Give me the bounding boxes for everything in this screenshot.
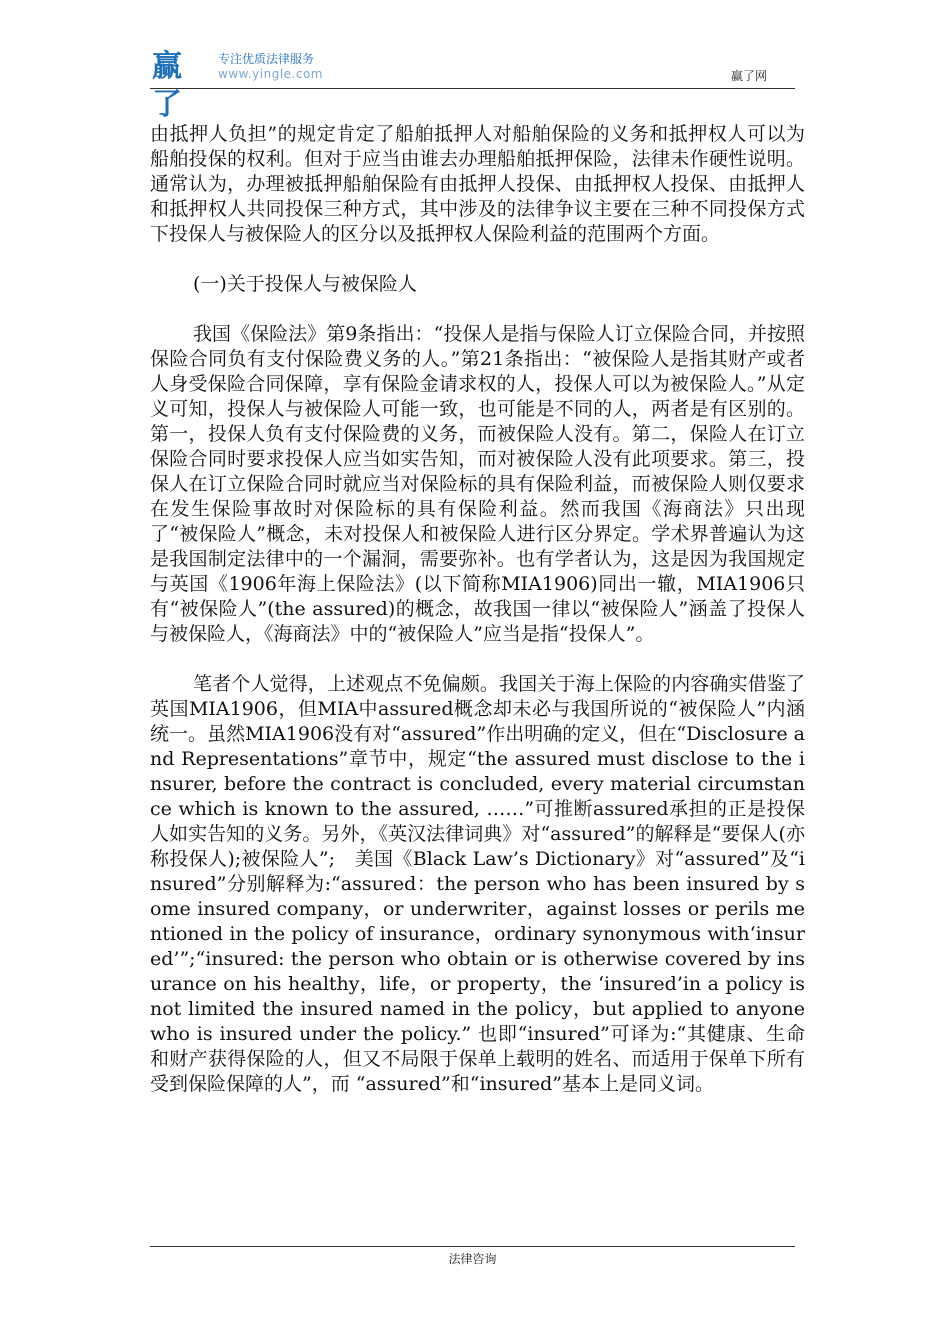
logo-text [218,52,323,82]
header-site-name: 赢了网 [730,69,767,83]
logo-url: www.yingle.com [218,67,323,81]
section-heading: (一)关于投保人与被保险人 [193,273,417,295]
logo-mark: 赢了 [152,49,180,122]
logo-slogan: 专注优质法律服务 [218,52,315,66]
paragraph-2: 我国《保险法》第9条指出：“投保人是指与保险人订立保险合同，并按照保险合同负有支付保险费义务的人。”第21条指出：“被保险人是指其财产或者人身受保险合同保障，享有保险金请求权的人，投保人可以为被保险人。”从定义可知，投保人与被保险人可能一致，也可能是不同的人，两者是有区别的。第一，投保人负有支付保险费的义务，而被保险人没有。第二，保险人在订立保险合同时要求投保人应当如实告知，而对被保险人没有此项要求。第三，投保人在订立保险合同时就应当对保险标的具有保险利益，而被保险人则仅要求在发生保险事故时对保险标的具有保险利益。然而我国《海商法》只出现了“被保险人”概念，未对投保人和被保险人进行区分界定。学术界普遍认为这是我国制定法律中的一个漏洞，需要弥补。也有学者认为，这是因为我国规定与英国《1906年海上保险法》(以下简称MIA1906)同出一辙，MIA1906只有“被保险人”(the assured)的概念，故我国一律以“被保险人”涵盖了投保人与被保险人，《海商法》中的“被保险人”应当是指“投保人”。 [150,323,805,645]
page-header [150,48,795,122]
paragraph-gap [150,297,805,322]
paragraph-1: 由抵押人负担”的规定肯定了船舶抵押人对船舶保险的义务和抵押权人可以为船舶投保的权利。但对于应当由谁去办理船舶抵押保险，法律未作硬性说明。通常认为，办理被抵押船舶保险有由抵押人投保、由抵押权人投保、由抵押人和抵押权人共同投保三种方式，其中涉及的法律争议主要在三种不同投保方式下投保人与被保险人的区分以及抵押权人保险利益的范围两个方面。 [150,123,805,245]
page-footer: 法律咨询 [150,1246,795,1267]
paragraph-gap [150,247,805,272]
paragraph-3: 笔者个人觉得，上述观点不免偏颇。我国关于海上保险的内容确实借鉴了英国MIA1906，但MIA中assured概念却未必与我国所说的“被保险人”内涵统一。虽然MIA1906没有对“assured”作出明确的定义，但在“Disclosure and Representations”章节中，规定“the assured must disclose to the insurer, before the contract is concluded, every material circumstance which is known to the assured, ……”可推断assured承担的正是投保人如实告知的义务。另外，《英汉法律词典》对“assured”的解释是“要保人(亦称投保人);被保险人”; 美国《Black Law’s Dictionary》对“assured”及“insured”分别解释为:“assured：the person who has been insured by some insured company，or underwriter，against losses or perils mentioned in the policy of insurance，ordinary synonymous with‘insured’”;“insured: the person who obtain or is otherwise covered by insurance on his healthy，life，or property，the ‘insured’in a policy is not limited the insured named in the policy，but applied to anyone who is insured under the policy.” 也即“insured”可译为:“其健康、生命和财产获得保险的人，但又不局限于保单上载明的姓名、而适用于保单下所有受到保险保障的人”，而 “assured”和“insured”基本上是同义词。 [150,673,805,1095]
article-body [150,122,805,1097]
paragraph-gap [150,647,805,672]
